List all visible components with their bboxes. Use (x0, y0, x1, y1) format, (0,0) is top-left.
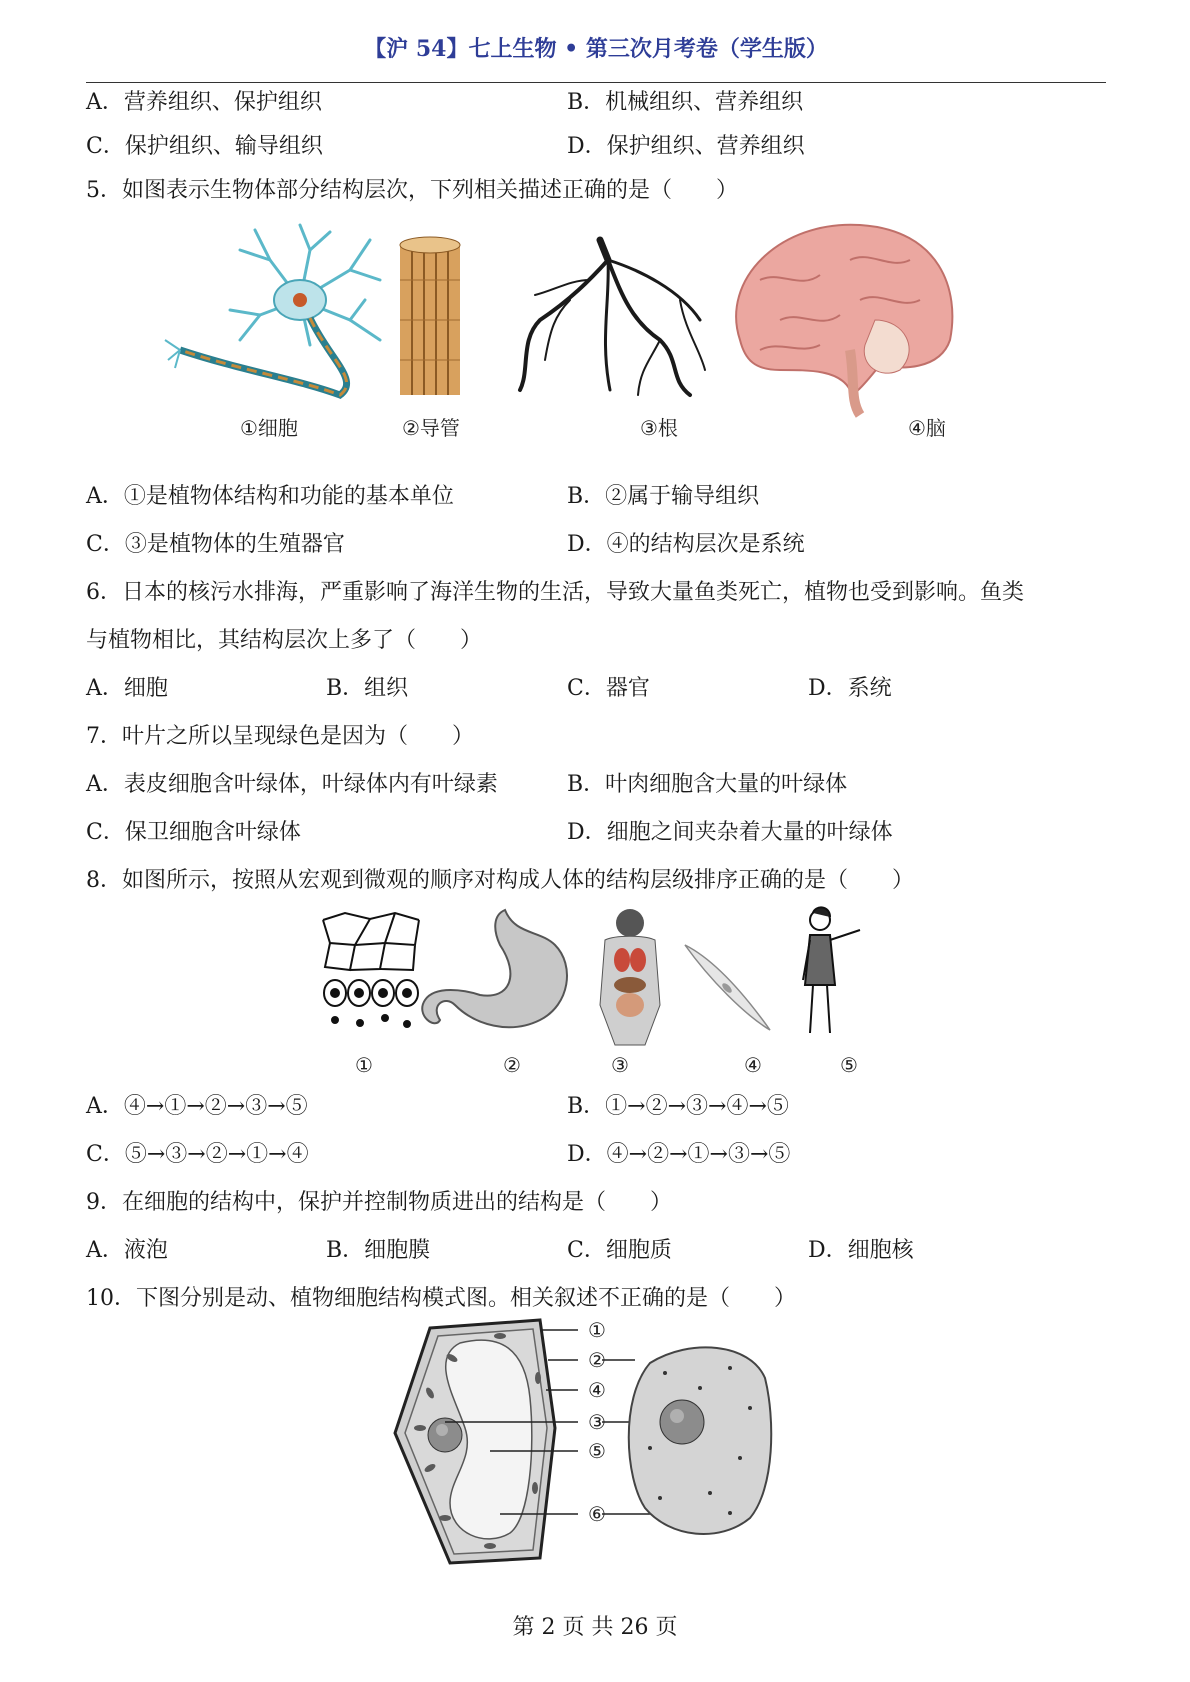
q8-option-d: D．④→②→①→③→⑤ (567, 1142, 791, 1167)
q10-stem: 10．下图分别是动、植物细胞结构模式图。相关叙述不正确的是（ ） (86, 1286, 796, 1311)
q8-caption-3: ③ (611, 1053, 629, 1077)
q9-option-d: D．细胞核 (808, 1238, 914, 1263)
page-header (86, 30, 1106, 83)
q6-option-c: C．器官 (567, 676, 650, 701)
q5-option-d: D．④的结构层次是系统 (567, 532, 805, 557)
q7-stem: 7．叶片之所以呈现绿色是因为（ ） (86, 724, 474, 749)
q8-caption-5: ⑤ (840, 1053, 858, 1077)
q8-stem: 8．如图所示，按照从宏观到微观的顺序对构成人体的结构层级排序正确的是（ ） (86, 868, 914, 893)
q9-option-b: B．细胞膜 (326, 1238, 431, 1263)
q6-option-d: D．系统 (808, 676, 892, 701)
q8-option-b: B．①→②→③→④→⑤ (567, 1094, 789, 1119)
muscle-cell-image (685, 945, 770, 1030)
q7-option-c: C．保卫细胞含叶绿体 (86, 820, 301, 845)
woman-image (803, 907, 860, 1033)
q7-option-a: A．表皮细胞含叶绿体，叶绿体内有叶绿素 (86, 772, 498, 797)
q8-option-a: A．④→①→②→③→⑤ (86, 1094, 308, 1119)
neuron-image (165, 225, 380, 395)
q5-caption-2: ②导管 (402, 416, 460, 440)
q9-option-a: A．液泡 (86, 1238, 168, 1263)
q5-option-b: B．②属于输导组织 (567, 484, 760, 509)
human-organs-image (600, 909, 660, 1045)
page-footer: 第 2 页 共 26 页 (512, 1615, 678, 1640)
q6-option-a: A．细胞 (86, 676, 168, 701)
q4-option-b: B．机械组织、营养组织 (567, 90, 804, 115)
q4-option-d: D．保护组织、营养组织 (567, 134, 805, 159)
q8-caption-1: ① (355, 1053, 373, 1077)
cell-label-6: ⑥ (588, 1502, 606, 1526)
plant-cell-image (395, 1320, 555, 1563)
animal-cell-image (629, 1347, 771, 1534)
q8-option-c: C．⑤→③→②→①→④ (86, 1142, 309, 1167)
q5-figure (160, 220, 1040, 430)
q5-stem: 5．如图表示生物体部分结构层次，下列相关描述正确的是（ ） (86, 178, 738, 203)
cell-label-3: ③ (588, 1410, 606, 1434)
q5-option-c: C．③是植物体的生殖器官 (86, 532, 345, 557)
cell-label-5: ⑤ (588, 1439, 606, 1463)
q7-option-d: D．细胞之间夹杂着大量的叶绿体 (567, 820, 893, 845)
root-image (520, 240, 705, 395)
tissue-image (321, 913, 421, 1033)
q8-caption-4: ④ (744, 1053, 762, 1077)
q5-caption-4: ④脑 (908, 416, 946, 440)
q5-caption-3: ③根 (640, 416, 678, 440)
q7-option-b: B．叶肉细胞含大量的叶绿体 (567, 772, 848, 797)
q6-stem-line1: 6．日本的核污水排海，严重影响了海洋生物的生活，导致大量鱼类死亡，植物也受到影响。鱼类 (86, 580, 1025, 605)
q8-figure (315, 905, 890, 1050)
cell-label-1: ① (588, 1318, 606, 1342)
q9-stem: 9．在细胞的结构中，保护并控制物质进出的结构是（ ） (86, 1190, 672, 1215)
header-title: 【沪 54】七上生物 • 第三次月考卷（学生版） (364, 36, 828, 62)
q4-option-c: C．保护组织、输导组织 (86, 134, 323, 159)
stomach-image (422, 910, 567, 1027)
q4-option-a: A．营养组织、保护组织 (86, 90, 322, 115)
cell-label-4: ④ (588, 1378, 606, 1402)
q8-caption-2: ② (503, 1053, 521, 1077)
brain-image (736, 225, 952, 415)
vessel-image (400, 237, 460, 395)
q5-option-a: A．①是植物体结构和功能的基本单位 (86, 484, 454, 509)
q9-option-c: C．细胞质 (567, 1238, 672, 1263)
q5-caption-1: ①细胞 (240, 416, 298, 440)
q6-option-b: B．组织 (326, 676, 409, 701)
q6-stem-line2: 与植物相比，其结构层次上多了（ ） (86, 628, 483, 653)
cell-label-2: ② (588, 1348, 606, 1372)
